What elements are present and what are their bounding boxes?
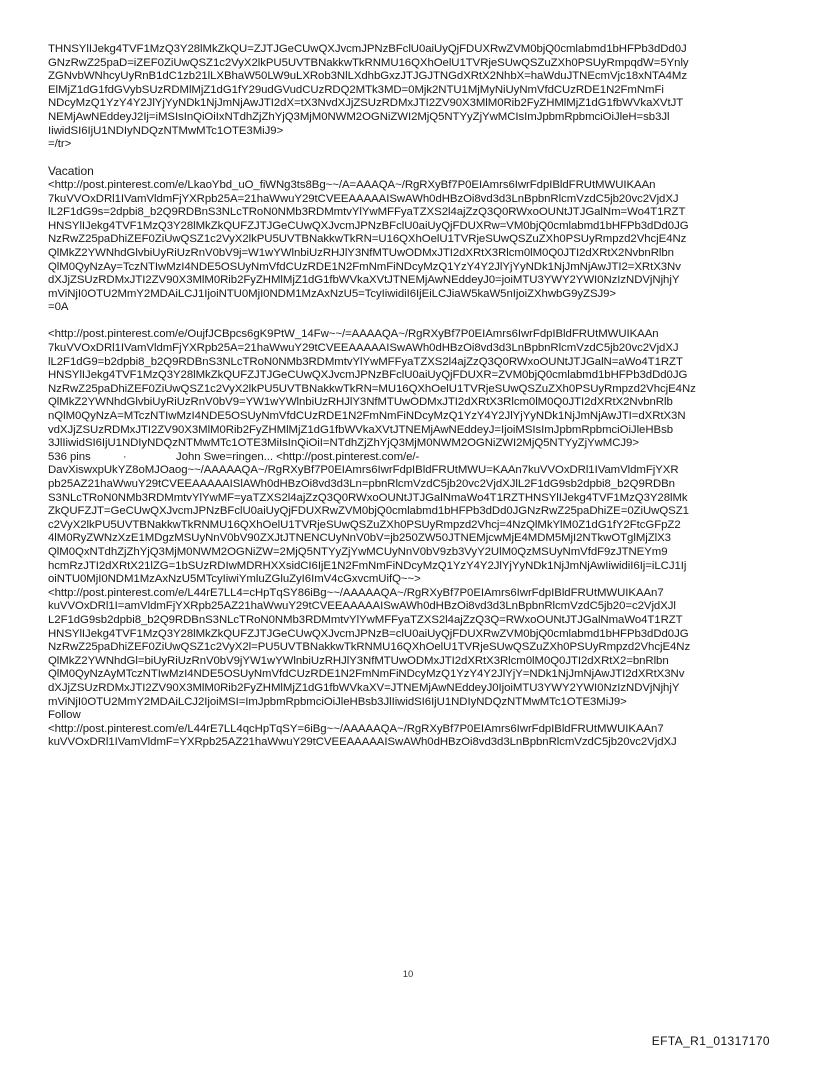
encoded-link-line: kuVVOxDRl1IVamVldmF=YXRpb25AZ21haWwuY29tCVEEAAAAAISwAWh0dHBzOi8vd3d3LnBpbnRlcmVzdC5jb20vc2VjdXJ (48, 736, 677, 749)
paragraph-gap (48, 152, 772, 166)
encoded-link-line: L2F1dG9sb2dpbi8_b2Q9RDBnS3NLcTRoN0NMb3RDMmtvYlYwMFFyaTZXS2l4ajZzQ3Q=RWxoOUNtJTJGalNmaWo4T1RZT (48, 613, 683, 626)
paragraph-gap (48, 315, 772, 329)
encoded-text-line: NEMjAwNEddeyJ2Ij=iMSIsInQiOiIxNTdhZjZhYjQ3MjM0NWM2OGNiZWI2MjQ5NTYyZjYwMCIsImJpbmRpbmciOiJleH=sb3Jl (48, 110, 670, 123)
page-number: 10 (402, 969, 414, 980)
encoded-link-line: vdXJjZSUzRDMxJTI2ZV90X3MlM0Rib2FyZHMlMjZ1dG1fbWVkaXVtJTNEMjAwNEddeyJ=IjoiMSIsImJpbmRpbmciOiJleHBsb (48, 423, 673, 436)
pin-count: 536 pins (48, 450, 91, 463)
encoded-link-line: lL2F1dG9s=2dpbi8_b2Q9RDBnS3NLcTRoN0NMb3RDMmtvYlYwMFFyaTZXS2l4ajZzQ3Q0RWxoOUNtJTJGalNm=Wo4T1RZT (48, 206, 686, 219)
encoded-link-block-2 (48, 179, 772, 315)
encoded-link-line: nQlM0QyNzA=MTczNTIwMzI4NDE5OSUyNmVfdCUzRDE1N2FmNmFiNDcyMzQ1YzY4Y2JlYjYyNDk1NjJmNjAwJTI=dXRtX3N (48, 410, 686, 423)
encoded-text-line: ElMjZ1dG1fdGVybSUzRDMlMjZ1dG1fY29udGVudCUzRDQ2MTk3MD=0Mjk2NTU1MjMyNiUyNmVfdCUzRDE1N2FmNmFi (48, 83, 664, 96)
encoded-text-line: =/tr> (48, 138, 72, 151)
encoded-link-line: 7kuVVOxDRl1IVamVldmFjYXRpb25A=21haWwuY29tCVEEAAAAAISwAWh0dHBzOi8vd3d3LnBpbnRlcmVzdC5jb20vc2VjdXJ (48, 342, 679, 355)
encoded-link-line: NzRwZ25paDhiZEF0ZiUwQSZ1c2VyX2lkPU5UVTBNakkwTkRN=U16QXhOelU1TVRjeSUwQSZuZXh0PSUyRmpzd2VhcjE4Nz (48, 233, 687, 246)
encoded-link-line: HNSYlIJekg4TVF1MzQ3Y28lMkZkQUFZJTJGeCUwQXJvcmJPNzB=clU0aiUyQjFDUXRwZVM0bjQ0cmlabmd1bHFPb3dDd0JG (48, 627, 689, 640)
encoded-link-line: 3JlIiwidSI6IjU1NDIyNDQzNTMwMTc1OTE3MiIsInQiOiI=NTdhZjZhYjQ3MjM0NWM2OGNiZWI2MjQ5NTYyZjYwMCJ9> (48, 437, 639, 450)
pin-info-line (48, 451, 772, 465)
encoded-link-line: =0A (48, 301, 69, 314)
encoded-link-line: QlMkZ2YWNhdGl=biUyRiUzRnV0bV9jYW1wYWlnbiUzRHJlY3NfMTUwODMxJTI2dXRtX3Rlcm0lM0Q0JTI2dXRtX2=bnRlbn (48, 654, 669, 667)
encoded-link-line: 7kuVVOxDRl1IVamVldmFjYXRpb25A=21haWwuY29tCVEEAAAAAISwAWh0dHBzOi8vd3d3LnBpbnRlcmVzdC5jb20vc2VjdXJ (48, 192, 679, 205)
encoded-text-line: NDcyMzQ1YzY4Y2JlYjYyNDk1NjJmNjAwJTI2dX=tX3NvdXJjZSUzRDMxJTI2ZV90X3MlM0Rib2FyZHMlMjZ1dG1fbWVkaXVtJT (48, 97, 684, 110)
pin-author-link[interactable]: <http://post.pinterest.com/e/- (276, 450, 420, 463)
encoded-text-line: GNzRwZ25paD=iZEF0ZiUwQSZ1c2VyX2lkPU5UVTBNakkwTkRNMU16QXhOelU1TVRjeSUwQSZuZXh0PSUyRmpqdW=5Ynly (48, 56, 689, 69)
encoded-link-line[interactable]: <http://post.pinterest.com/e/L44rE7LL4=cHpTqSY86iBg~~/AAAAAQA~/RgRXyBf7P0EIAmrs6IwrFdpIBldFRUtMWUIKAAn7 (48, 586, 664, 599)
encoded-text-block-1 (48, 43, 772, 152)
encoded-link-line: ZkQUFZJT=GeCUwQXJvcmJPNzBFclU0aiUyQjFDUXRwZVM0bjQ0cmlabmd1bHFPb3dDd0JGNzRwZ25paDhiZE=0ZiUwQSZ1 (48, 505, 689, 518)
encoded-link-line: c2VyX2lkPU5UVTBNakkwTkRNMU16QXhOelU1TVRjeSUwQSZuZXh0PSUyRmpzd2Vhcj=4NzQlMkYlM0Z1dG1fY2FtcGFpZ2 (48, 518, 681, 531)
encoded-link-line: NzRwZ25paDhiZEF0ZiUwQSZ1c2VyX2l=PU5UVTBNakkwTkRNMU16QXhOelU1TVRjeSUwQSZuZXh0PSUyRmpzd2VhcjE4Nz (48, 641, 691, 654)
encoded-text-line: THNSYlIJekg4TVF1MzQ3Y28lMkZkQU=ZJTJGeCUwQXJvcmJPNzBFclU0aiUyQjFDUXRwZVM0bjQ0cmlabmd1bHFPb3dDd0J (48, 43, 687, 55)
encoded-link-block-4 (48, 464, 772, 749)
encoded-link-line[interactable]: <http://post.pinterest.com/e/LkaoYbd_uO_fiWNg3ts8Bg~~/A=AAAQA~/RgRXyBf7P0EIAmrs6IwrFdpIBldFRUtMWUIKAAn (48, 178, 656, 191)
encoded-link-line[interactable]: <http://post.pinterest.com/e/OujfJCBpcs6gK9PtW_14Fw~~/=AAAAQA~/RgRXyBf7P0EIAmrs6IwrFdpIBldFRUtMWUIKAAn (48, 328, 659, 341)
encoded-link-line: oiNTU0MjI0NDM1MzAxNzU5MTcyIiwiYmluZGluZyI6ImV4cGxvcmUifQ~~> (48, 573, 421, 586)
separator-dot: · (122, 450, 127, 463)
encoded-link-line: S3NLcTRoN0NMb3RDMmtvYlYwMF=yaTZXS2l4ajZzQ3Q0RWxoOUNtJTJGalNmaWo4T1RZTHNSYlIJekg4TVF1MzQ3Y28lMk (48, 491, 688, 504)
encoded-link-line: mViNjI0OTU2MmY2MDAiLCJ1IjoiNTU0MjI0NDM1MzAxNzU5=TcyIiwidiI6IjEiLCJiaW5kaW5nIjoiZXhwbG9yZSJ9> (48, 287, 617, 300)
encoded-link-line: NzRwZ25paDhiZEF0ZiUwQSZ1c2VyX2lkPU5UVTBNakkwTkRN=MU16QXhOelU1TVRjeSUwQSZuZXh0PSUyRmpzd2VhcjE4Nz (48, 382, 696, 395)
encoded-link-line: kuVVOxDRl1I=amVldmFjYXRpb25AZ21haWwuY29tCVEEAAAAAISwAWh0dHBzOi8vd3d3LnBpbnRlcmVzdC5jb20=c2VjdXJl (48, 600, 676, 613)
encoded-link-line: pb25AZ21haWwuY29tCVEEAAAAAISlAWh0dHBzOi8vd3d3Ln=pbnRlcmVzdC5jb20vc2VjdXJlL2F1dG9sb2dpbi8_b2Q9RDBn (48, 478, 675, 490)
encoded-link-line: QlMkZ2YWNhdGlvbiUyRiUzRnV0bV9=YW1wYWlnbiUzRHJlY3NfMTUwODMxJTI2dXRtX3Rlcm0lM0Q0JTI2dXRtX2NvbnRlb (48, 396, 673, 409)
encoded-text-line: ZGNvbWNhcyUyRnB1dC1zb21lLXBhaW50LW9uLXRob3NlLXdhbGxzJTJGJTNGdXRtX2NhbX=haWduJTNEcmVjc18xNTA4Mz (48, 70, 687, 83)
section-heading-vacation: Vacation (48, 164, 94, 179)
encoded-link-line: DavXiswxpUkYZ8oMJOaog~~/AAAAAQA~/RgRXyBf7P0EIAmrs6IwrFdpIBldFRUtMWU=KAAn7kuVVOxDRl1IVamVldmFjYXR (48, 464, 679, 477)
encoded-link-line: QlM0QyNzAy=TczNTIwMzI4NDE5OSUyNmVfdCUzRDE1N2FmNmFiNDcyMzQ1YzY4Y2JlYjYyNDk1NjJmNjAwJTI2=XRtX3Nv (48, 260, 681, 273)
encoded-link-block-3 (48, 328, 772, 450)
document-body (48, 43, 772, 750)
encoded-link-line[interactable]: <http://post.pinterest.com/e/L44rE7LL4qcHpTqSY=6iBg~~/AAAAAQA~/RgRXyBf7P0EIAmrs6IwrFdpIBldFRUtMWUIKAAn7 (48, 722, 664, 735)
encoded-link-line: QlM0QyNzAyMTczNTIwMzI4NDE5OSUyNmVfdCUzRDE1N2FmNmFiNDcyMzQ1YzY4Y2JlYjY=NDk1NjJmNjAwJTI2dXRtX3Nv (48, 668, 685, 681)
encoded-link-line: 4lM0RyZWNzXzE1MDgzMSUyNnV0bV90ZXJtJTNENCUyNnV0bV=jb250ZW50JTNEMjcwMjE4MDM5MjI2NTkwOTglMjZlX3 (48, 532, 671, 545)
encoded-link-line: mViNjI0OTU2MmY2MDAiLCJ2IjoiMSI=ImJpbmRpbmciOiJleHBsb3JlIiwidSI6IjU1NDIyNDQzNTMwMTc1OTE3MiJ9> (48, 695, 627, 708)
encoded-link-line: hcmRzJTI2dXRtX21lZG=1bSUzRDIwMDRHXXsidCI6IjE1N2FmNmFiNDcyMzQ1YzY4Y2JlYjYyNDk1NjJmNjAwIiwidiI6Ij=iLCJ1Ij (48, 559, 687, 572)
pin-author: John Swe=ringen... (176, 450, 273, 463)
bates-number: EFTA_R1_01317170 (651, 1034, 770, 1048)
encoded-link-line: dXJjZSUzRDMxJTI2ZV90X3MlM0Rib2FyZHMlMjZ1dG1fbWVkaXV=JTNEMjAwNEddeyJ0IjoiMTU3YWY2YWI0NzIzNDVjNjhjY (48, 681, 680, 694)
encoded-link-line: QlM0QxNTdhZjZhYjQ3MjM0NWM2OGNiZW=2MjQ5NTYyZjYwMCUyNnV0bV9zb3VyY2UlM0QzMSUyNmVfdF9zJTNEYm9 (48, 545, 668, 558)
encoded-link-line: dXJjZSUzRDMxJTI2ZV90X3MlM0Rib2FyZHMlMjZ1dG1fbWVkaXVtJTNEMjAwNEddeyJ0=joiMTU3YWY2YWI0NzIzNDVjNjhjY (48, 274, 680, 287)
encoded-link-line: HNSYlIJekg4TVF1MzQ3Y28lMkZkQUFZJTJGeCUwQXJvcmJPNzBFclU0aiUyQjFDUXR=ZVM0bjQ0cmlabmd1bHFPb3dDd0JG (48, 369, 688, 382)
encoded-link-line: Follow (48, 709, 81, 722)
encoded-link-line: HNSYlIJekg4TVF1MzQ3Y28lMkZkQUFZJTJGeCUwQXJvcmJPNzBFclU0aiUyQjFDUXRw=VM0bjQ0cmlabmd1bHFPb3dDd0JG (48, 219, 689, 232)
encoded-text-line: IiwidSI6IjU1NDIyNDQzNTMwMTc1OTE3MiJ9> (48, 124, 284, 137)
encoded-link-line: QlMkZ2YWNhdGlvbiUyRiUzRnV0bV9j=W1wYWlnbiUzRHJlY3NfMTUwODMxJTI2dXRtX3Rlcm0lM0Q0JTI2dXRtX2NvbnRlbn (48, 246, 674, 259)
encoded-link-line: lL2F1dG9=b2dpbi8_b2Q9RDBnS3NLcTRoN0NMb3RDMmtvYlYwMFFyaTZXS2l4ajZzQ3Q0RWxoOUNtJTJGalN=aWo4T1RZT (48, 355, 683, 368)
